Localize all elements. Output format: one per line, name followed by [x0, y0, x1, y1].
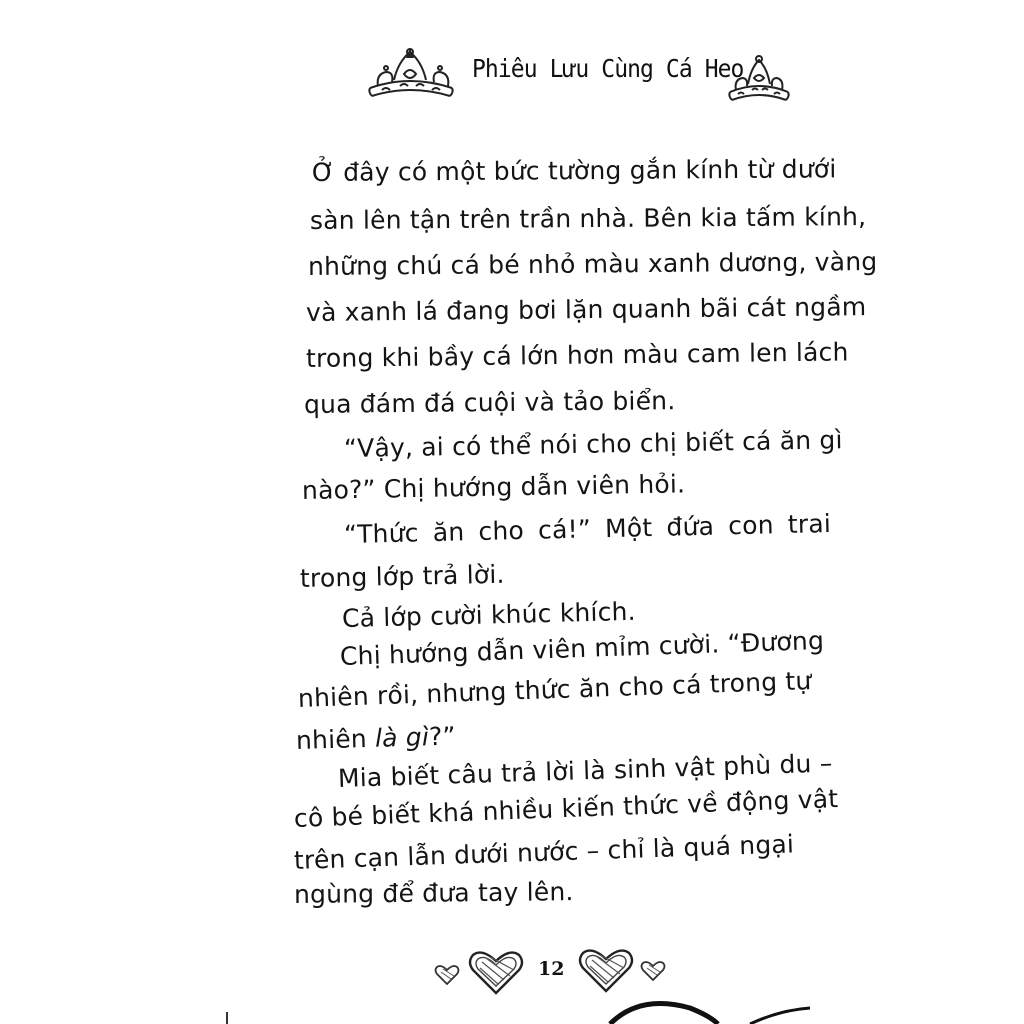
text-line: và xanh lá đang bơi lặn quanh bãi cát ngầm — [305, 292, 867, 327]
text-line: “Thức ăn cho cá!” Một đứa con trai — [343, 508, 832, 549]
text-line: Ở đây có một bức tường gắn kính từ dưới — [311, 154, 837, 187]
text-segment: nhiên — [295, 723, 376, 755]
text-line: qua đám đá cuội và tảo biển. — [303, 386, 676, 419]
running-title: Phiêu Lưu Cùng Cá Heo — [472, 54, 744, 83]
text-line: sàn lên tận trên trần nhà. Bên kia tấm kính, — [309, 202, 867, 235]
text-line: cô bé biết khá nhiều kiến thức về động vật — [293, 784, 839, 833]
emphasis-text: là gì — [374, 722, 430, 753]
page-number: 12 — [538, 958, 565, 980]
scan-edge-mark — [226, 1012, 228, 1024]
text-line: Mia biết câu trả lời là sinh vật phù du – — [337, 748, 833, 793]
text-line: Chị hướng dẫn viên mỉm cười. “Đương — [339, 625, 825, 671]
text-line: Cả lớp cười khúc khích. — [341, 596, 637, 633]
heart-icon — [468, 950, 524, 996]
text-line: “Vậy, ai có thể nói cho chị biết cá ăn gì — [343, 425, 843, 463]
heart-icon — [640, 960, 666, 982]
text-line: ngùng để đưa tay lên. — [293, 877, 574, 909]
text-line: trên cạn lẫn dưới nước – chỉ là quá ngại — [293, 829, 795, 875]
heart-icon — [578, 948, 634, 994]
heart-icon — [434, 964, 460, 986]
text-segment: ?” — [428, 721, 457, 752]
text-line: trong khi bầy cá lớn hơn màu cam len lách — [305, 337, 849, 373]
text-line: nhiên rồi, nhưng thức ăn cho cá trong tự — [297, 666, 812, 713]
text-line: trong lớp trả lời. — [299, 559, 505, 593]
illustration-fragment — [600, 990, 820, 1024]
text-line: nào?” Chị hướng dẫn viên hỏi. — [301, 469, 686, 505]
text-line: những chú cá bé nhỏ màu xanh dương, vàng — [307, 247, 878, 281]
text-line — [296, 722, 456, 755]
